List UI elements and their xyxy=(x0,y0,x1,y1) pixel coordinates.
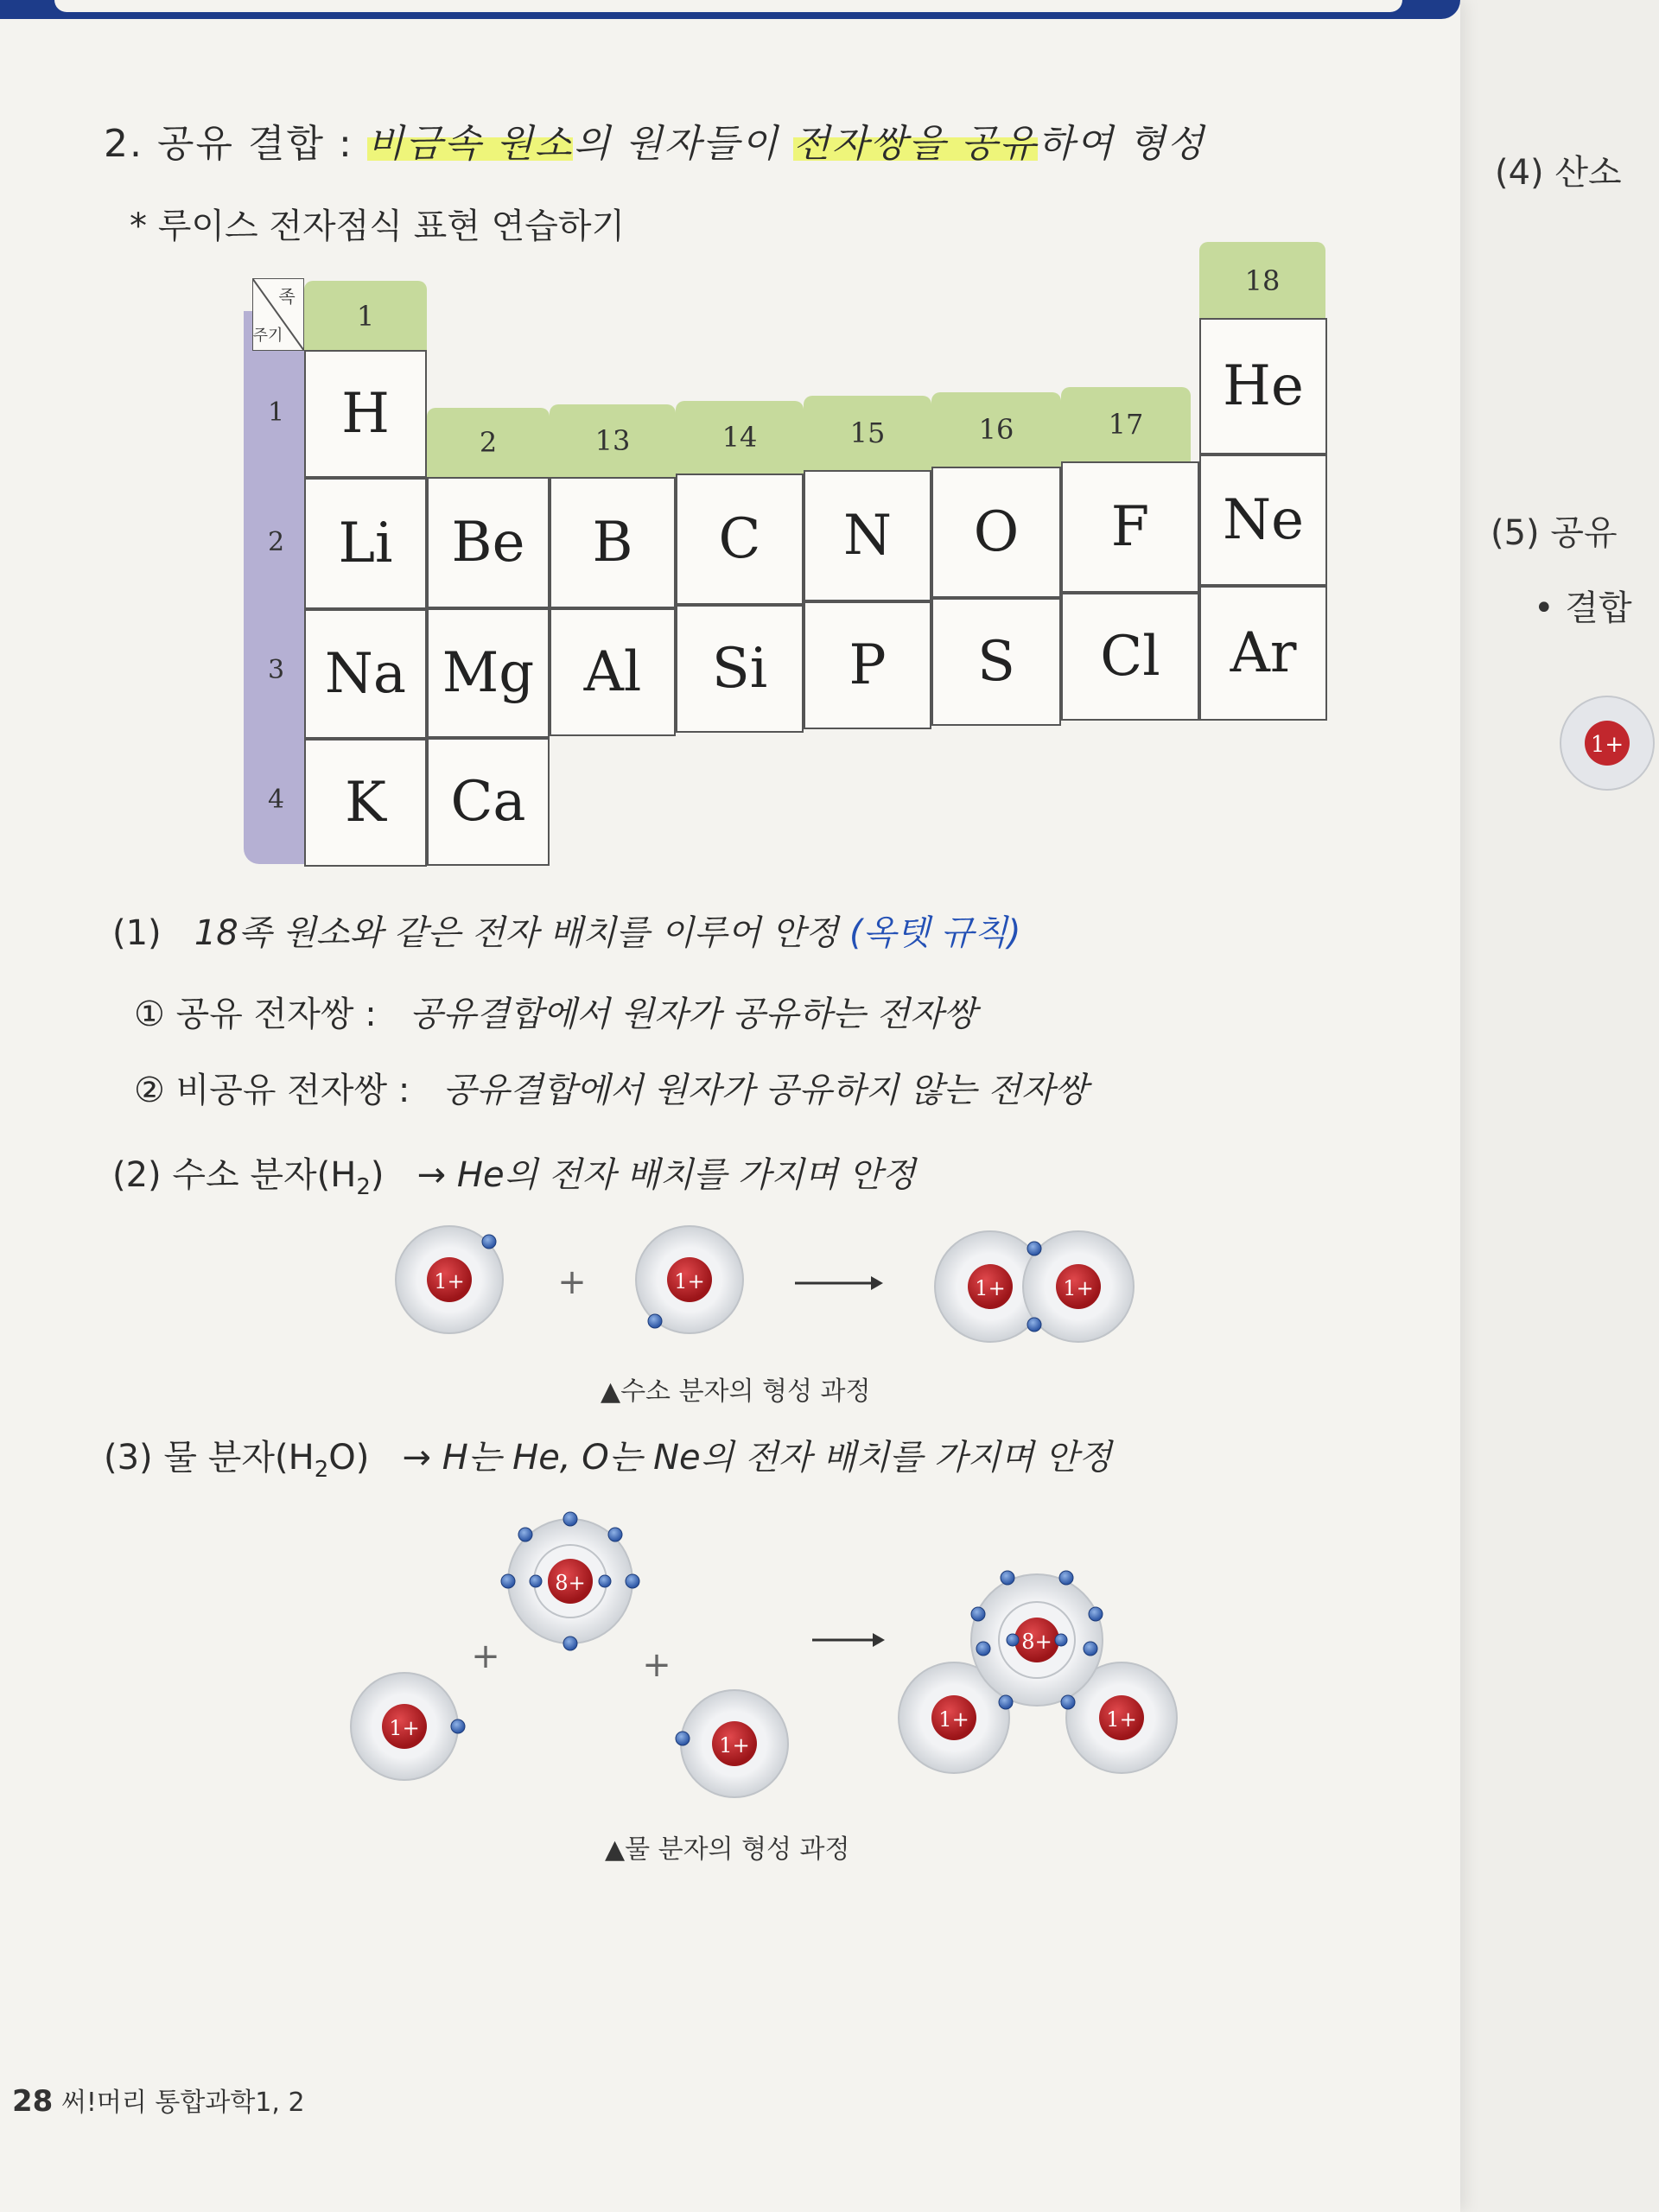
h-atom-2-charge: 1+ xyxy=(674,1269,705,1294)
group-header-13: 13 xyxy=(550,404,676,477)
group-label: 족 xyxy=(278,286,296,307)
caption-h2: ▲수소 분자의 형성 과정 xyxy=(601,1376,871,1407)
element-Be: Be xyxy=(427,477,550,608)
element-Si: Si xyxy=(676,605,804,733)
o-atom-charge: 8+ xyxy=(555,1571,586,1595)
element-Li: Li xyxy=(304,478,427,609)
period-3: 3 xyxy=(268,655,285,685)
element-Al: Al xyxy=(550,608,676,736)
electron xyxy=(648,1314,662,1328)
h2o-formation-diagram xyxy=(328,1495,1210,1840)
water-h-right-charge: 1+ xyxy=(1106,1707,1137,1732)
note-2: (2) 수소 분자$(H_2)$ → He의 전자 배치를 가지며 안정 xyxy=(112,1155,916,1200)
plus-sign: + xyxy=(471,1637,500,1676)
element-O: O xyxy=(931,467,1061,598)
element-P: P xyxy=(804,601,931,729)
book-title: 써!머리 통합과학1, 2 xyxy=(60,2088,305,2118)
plus-sign: + xyxy=(557,1262,587,1302)
h-atom-1-charge: 1+ xyxy=(434,1269,465,1294)
section-title: 2. 공유 결합 : 비금속 원소의 원자들이 전자쌍을 공유하여 형성 xyxy=(104,122,1205,166)
highlight-share-pair: 전자쌍을 공유 xyxy=(792,122,1038,166)
element-H: H xyxy=(304,350,427,478)
h-right-charge: 1+ xyxy=(719,1733,750,1758)
table-corner xyxy=(252,278,304,351)
water-h-left-charge: 1+ xyxy=(938,1707,969,1732)
h2-left-charge: 1+ xyxy=(975,1276,1006,1300)
group-header-17: 17 xyxy=(1061,387,1191,461)
group-header-14: 14 xyxy=(676,401,804,474)
page-footer xyxy=(12,2081,305,2119)
highlight-nonmetal: 비금속 원소 xyxy=(366,122,574,166)
subtitle: * 루이스 전자점식 표현 연습하기 xyxy=(130,207,626,246)
header-band xyxy=(0,0,1460,19)
right-charge: 1+ xyxy=(1590,732,1624,758)
element-Ar: Ar xyxy=(1199,586,1327,721)
h2-formation-diagram xyxy=(380,1214,1158,1370)
page-number: 28 xyxy=(12,2084,54,2119)
plus-sign: + xyxy=(642,1645,671,1685)
adjacent-page xyxy=(1434,0,1659,2212)
period-1: 1 xyxy=(268,397,285,428)
h-left-charge: 1+ xyxy=(389,1716,420,1740)
right-bullet: • 결합 xyxy=(1534,588,1632,628)
group-header-18: 18 xyxy=(1199,242,1325,320)
octet-rule: (옥텟 규칙) xyxy=(849,913,1021,953)
note-1b: ② 비공유 전자쌍 : 공유결합에서 원자가 공유하지 않는 전자쌍 xyxy=(134,1071,1088,1110)
right-atom-diagram xyxy=(1555,691,1659,795)
group-header-15: 15 xyxy=(804,396,931,470)
element-B: B xyxy=(550,477,676,608)
caption-h2o: ▲물 분자의 형성 과정 xyxy=(605,1834,850,1865)
element-F: F xyxy=(1061,461,1199,593)
group-header-16: 16 xyxy=(931,392,1061,467)
period-2: 2 xyxy=(268,527,285,557)
element-C: C xyxy=(676,474,804,605)
group-header-2: 2 xyxy=(427,408,550,477)
shared-electron xyxy=(1027,1318,1041,1332)
element-Mg: Mg xyxy=(427,608,550,738)
element-K: K xyxy=(304,739,427,867)
element-Ca: Ca xyxy=(427,738,550,866)
group-header-1: 1 xyxy=(304,281,427,352)
element-N: N xyxy=(804,470,931,601)
note-3: (3) 물 분자$(H_2O)$ → H는 He, O는 Ne의 전자 배치를 가지며 안정 xyxy=(104,1438,1112,1483)
shared-electron xyxy=(1027,1242,1041,1255)
period-label: 주기 xyxy=(252,327,283,345)
period-4: 4 xyxy=(268,785,285,815)
h2-right-charge: 1+ xyxy=(1063,1276,1094,1300)
right-item-5: (5) 공유 xyxy=(1491,513,1618,553)
element-He: He xyxy=(1199,318,1327,454)
note-1a: ① 공유 전자쌍 : 공유결합에서 원자가 공유하는 전자쌍 xyxy=(134,995,977,1034)
electron xyxy=(482,1235,496,1249)
element-Na: Na xyxy=(304,609,427,739)
note-1: (1) 18족 원소와 같은 전자 배치를 이루어 안정 (옥텟 규칙) xyxy=(112,913,1021,953)
period-column xyxy=(244,311,304,864)
element-Cl: Cl xyxy=(1061,593,1199,721)
right-item-4: (4) 산소 xyxy=(1495,153,1622,193)
element-Ne: Ne xyxy=(1199,454,1327,586)
element-S: S xyxy=(931,598,1061,726)
water-o-charge: 8+ xyxy=(1021,1630,1052,1654)
